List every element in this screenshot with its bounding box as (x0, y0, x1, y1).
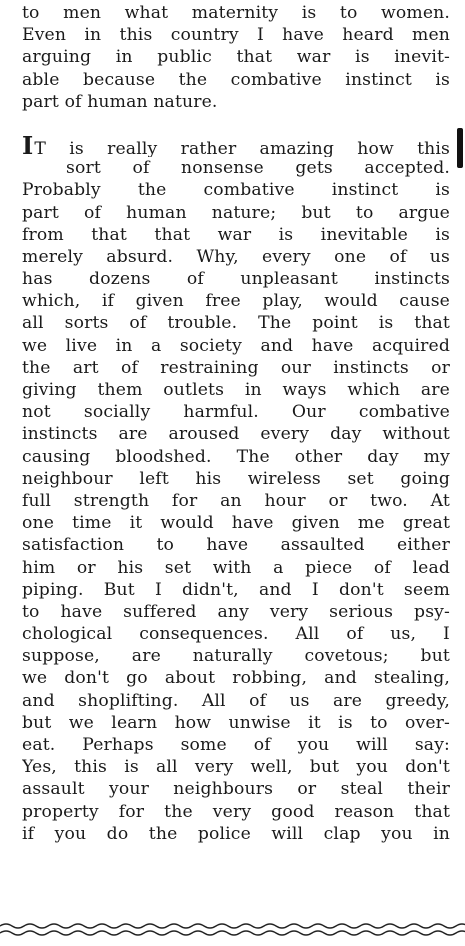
text-line: eat. Perhaps some of you will say: (22, 735, 450, 755)
text-line: Probably the combative instinct is (22, 180, 450, 201)
text-line-first (22, 135, 450, 157)
wavy-rule (0, 920, 465, 941)
text-line: which, if given free play, would cause (22, 291, 450, 312)
text-line: assault your neighbours or steal their (22, 779, 450, 800)
text-line: causing bloodshed. The other day my (22, 446, 450, 467)
text-line: the art of restraining our instincts or (22, 357, 450, 378)
text-line: Yes, this is all very well, but you don't (22, 757, 450, 778)
text-line: one time it would have given me great (22, 513, 450, 534)
text-line: if you do the police will clap you in (22, 823, 450, 844)
text-line: but we learn how unwise it is to over- (22, 712, 450, 733)
dropcap: I (22, 134, 34, 158)
text-line: full strength for an hour or two. At (22, 490, 450, 511)
text-line: piping. But I didn't, and I don't seem (22, 579, 450, 600)
text-line: chological consequences. All of us, I (22, 624, 450, 645)
paragraph-1 (22, 2, 450, 113)
margin-ink-mark (457, 128, 463, 168)
text-line: instincts are aroused every day without (22, 424, 450, 445)
text-line: merely absurd. Why, every one of us (22, 246, 450, 267)
text-line: part of human nature. (22, 91, 218, 112)
text-line: Even in this country I have heard men (22, 25, 450, 46)
text-line: all sorts of trouble. The point is that (22, 313, 450, 334)
text-line: giving them outlets in ways which are (22, 380, 450, 400)
text-line: suppose, are naturally covetous; but (22, 646, 450, 667)
text-line: sort of nonsense gets accepted. (66, 158, 450, 179)
text-line: and shoplifting. All of us are greedy, (22, 690, 450, 711)
text-line: to have suffered any very serious psy- (22, 601, 450, 622)
paragraph-2 (22, 135, 450, 845)
article-column (22, 0, 450, 845)
text-line: not socially harmful. Our combative (22, 402, 450, 423)
text-line: part of human nature; but to argue (22, 202, 450, 223)
text-line: from that that war is inevitable is (22, 224, 450, 245)
text-line: we live in a society and have acquired (22, 335, 450, 356)
text-line: has dozens of unpleasant instincts (22, 269, 450, 290)
text-line: satisfaction to have assaulted either (22, 535, 450, 556)
text-line: him or his set with a piece of lead (22, 557, 450, 578)
text-line: property for the very good reason that (22, 801, 450, 822)
text-line: we don't go about robbing, and stealing, (22, 668, 450, 689)
wavy-rule-icon (0, 920, 465, 941)
text-line: able because the combative instinct is (22, 69, 450, 90)
text-line: neighbour left his wireless set going (22, 468, 450, 489)
text-line: to men what maternity is to women. (22, 3, 450, 23)
first-line-text: T is really rather amazing how this (34, 138, 450, 158)
text-line: arguing in public that war is inevit- (22, 47, 450, 68)
